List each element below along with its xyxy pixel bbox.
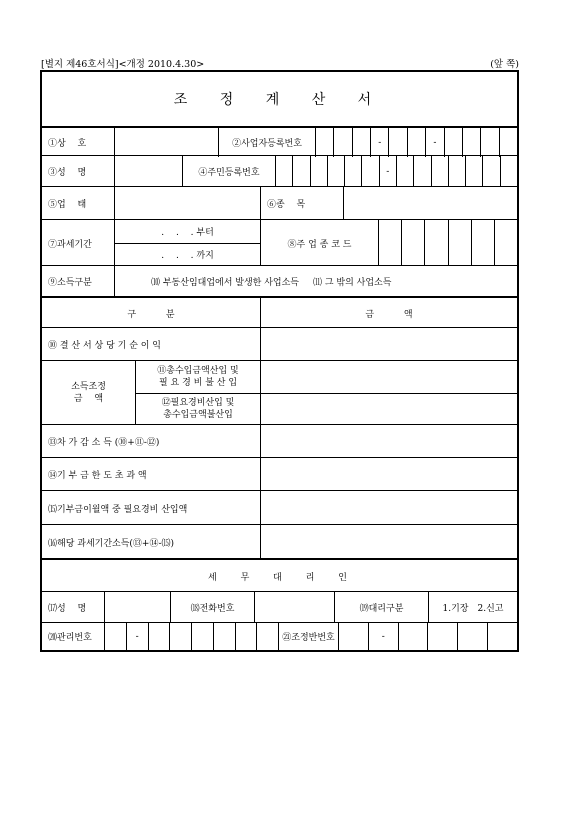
name-field[interactable]: [114, 156, 182, 187]
diff-income-row: [42, 424, 517, 458]
donation-carry-amount[interactable]: [260, 491, 517, 525]
mgmt-no-label: ⒇관리번호: [48, 633, 92, 643]
resident-reg-boxes[interactable]: [275, 156, 517, 187]
digit-box[interactable]: [448, 156, 465, 187]
digit-box[interactable]: [333, 128, 351, 157]
business-item-label: ⑥종 목: [260, 187, 343, 220]
name-label: ③성 명: [48, 168, 87, 178]
dash-separator: -: [126, 623, 148, 650]
digit-box[interactable]: [378, 220, 401, 266]
period-income-amount[interactable]: [260, 525, 517, 559]
digit-box[interactable]: [104, 623, 126, 650]
income-type-option-rental[interactable]: ⑽ 부동산임대업에서 발생한 사업소득: [151, 278, 299, 288]
digit-box[interactable]: [480, 128, 498, 157]
digit-box[interactable]: [361, 156, 378, 187]
net-income-amount[interactable]: [260, 328, 517, 361]
digit-box[interactable]: [465, 156, 482, 187]
donation-excess-label: ⑭기 부 금 한 도 초 과 액: [48, 471, 147, 481]
business-code-label: ⑧주 업 종 코 드: [260, 220, 378, 266]
business-reg-label: ②사업자등록번호: [218, 128, 315, 157]
team-no-label: ㉑조정반번호: [278, 623, 338, 650]
business-type-row: [42, 186, 517, 220]
phone-field[interactable]: [254, 592, 334, 623]
digit-box[interactable]: [338, 623, 368, 650]
form-number: [별지 제46호서식]<개정 2010.4.30>: [41, 59, 205, 70]
period-income-label: ⒃해당 과세기간소득(⑬+⑭-⒂): [48, 538, 175, 549]
period-to[interactable]: . . . 까지: [114, 243, 260, 266]
adjustment-label-line2: 금 액: [73, 394, 104, 404]
tax-period-label: ⑦과세기간: [48, 239, 92, 250]
business-item-field[interactable]: [343, 187, 517, 220]
digit-box[interactable]: [169, 623, 191, 650]
tax-agent-title: 세 무 대 리 인: [208, 573, 351, 583]
title-row: [42, 72, 517, 126]
tax-agent-title-row: [42, 558, 517, 593]
digit-box[interactable]: [482, 156, 499, 187]
digit-box[interactable]: [315, 128, 333, 157]
dash-separator: -: [425, 128, 443, 157]
digit-box[interactable]: [256, 623, 278, 650]
digit-box[interactable]: [444, 128, 462, 157]
adj-add-line2: 필 요 경 비 불 산 입: [158, 378, 238, 388]
digit-box[interactable]: [310, 156, 327, 187]
agent-name-field[interactable]: [104, 592, 170, 623]
digit-box[interactable]: [487, 623, 517, 650]
digit-box[interactable]: [431, 156, 448, 187]
digit-box[interactable]: [398, 623, 428, 650]
digit-box[interactable]: [407, 128, 425, 157]
donation-carry-row: [42, 490, 517, 525]
digit-box[interactable]: [499, 128, 517, 157]
diff-income-amount[interactable]: [260, 425, 517, 458]
dash-separator: -: [379, 156, 396, 187]
diff-income-label: ⑬차 가 감 소 득 (⑩+⑪-⑫): [48, 438, 160, 448]
digit-box[interactable]: [471, 220, 494, 266]
digit-box[interactable]: [148, 623, 170, 650]
adj-sub-amount[interactable]: [260, 393, 517, 425]
tax-period-row: [42, 219, 517, 266]
management-row: [42, 622, 517, 650]
period-income-row: [42, 524, 517, 559]
income-type-label: ⑨소득구분: [48, 278, 92, 288]
business-reg-boxes[interactable]: [315, 128, 517, 157]
digit-box[interactable]: [213, 623, 235, 650]
resident-reg-label: ④주민등록번호: [182, 156, 275, 187]
donation-carry-label: ⒂기부금이월액 중 필요경비 산입액: [48, 504, 188, 515]
adj-add-label: [135, 361, 260, 393]
company-label: ①상 호: [48, 139, 87, 149]
digit-box[interactable]: [424, 220, 447, 266]
period-from[interactable]: . . . 부터: [114, 220, 260, 243]
dash-separator: -: [370, 128, 388, 157]
digit-box[interactable]: [457, 623, 487, 650]
agent-type-label: ⒆대리구분: [334, 592, 428, 623]
digit-box[interactable]: [427, 623, 457, 650]
name-row: [42, 155, 517, 187]
business-type-label: ⑤업 태: [48, 200, 87, 210]
form-title: 조 정 계 산 서: [173, 92, 386, 108]
digit-box[interactable]: [352, 128, 370, 157]
mgmt-no-boxes[interactable]: [104, 623, 278, 650]
digit-box[interactable]: [413, 156, 430, 187]
adj-sub-line2: 총수입금액불산입: [163, 410, 233, 420]
dash-separator: -: [368, 623, 398, 650]
phone-label: ⒅전화번호: [170, 592, 254, 623]
adjustment-statement-form: [40, 70, 519, 652]
income-type-options: [114, 266, 517, 297]
digit-box[interactable]: [396, 156, 413, 187]
adjustment-amount-label: [42, 361, 135, 425]
digit-box[interactable]: [327, 156, 344, 187]
team-no-boxes[interactable]: [338, 623, 517, 650]
donation-excess-amount[interactable]: [260, 458, 517, 491]
amount-header-row: [42, 296, 517, 329]
adj-sub-line1: ⑫필요경비산입 및: [161, 398, 235, 408]
donation-excess-row: [42, 457, 517, 491]
business-code-boxes[interactable]: [378, 220, 517, 266]
digit-box[interactable]: [235, 623, 257, 650]
digit-box[interactable]: [344, 156, 361, 187]
digit-box[interactable]: [448, 220, 471, 266]
amount-header: 금 액: [260, 298, 517, 329]
agent-row: [42, 591, 517, 623]
company-row: [42, 126, 517, 157]
digit-box[interactable]: [191, 623, 213, 650]
net-income-label: ⑩ 결 산 서 상 당 기 순 이 익: [48, 341, 161, 351]
adj-add-amount[interactable]: [260, 361, 517, 393]
adj-add-line1: ⑪총수입금액산입 및: [157, 366, 239, 376]
income-type-option-other[interactable]: ⑾ 그 밖의 사업소득: [313, 278, 392, 288]
digit-box[interactable]: [500, 156, 517, 187]
digit-box[interactable]: [292, 156, 309, 187]
page-side: (앞 쪽): [490, 59, 519, 70]
business-type-field[interactable]: [114, 187, 260, 220]
company-field[interactable]: [114, 128, 218, 157]
category-header: 구 분: [127, 310, 175, 320]
digit-box[interactable]: [275, 156, 292, 187]
adj-sub-label: [135, 393, 260, 425]
adjustment-block: [42, 360, 517, 425]
agent-type-options[interactable]: 1.기장 2.신고: [428, 592, 517, 623]
net-income-row: [42, 327, 517, 361]
income-type-row: [42, 265, 517, 297]
adjustment-label-line1: 소득조정: [71, 382, 106, 392]
digit-box[interactable]: [401, 220, 424, 266]
agent-name-label: ⒄성 명: [48, 604, 87, 614]
digit-box[interactable]: [462, 128, 480, 157]
digit-box[interactable]: [494, 220, 517, 266]
digit-box[interactable]: [388, 128, 406, 157]
